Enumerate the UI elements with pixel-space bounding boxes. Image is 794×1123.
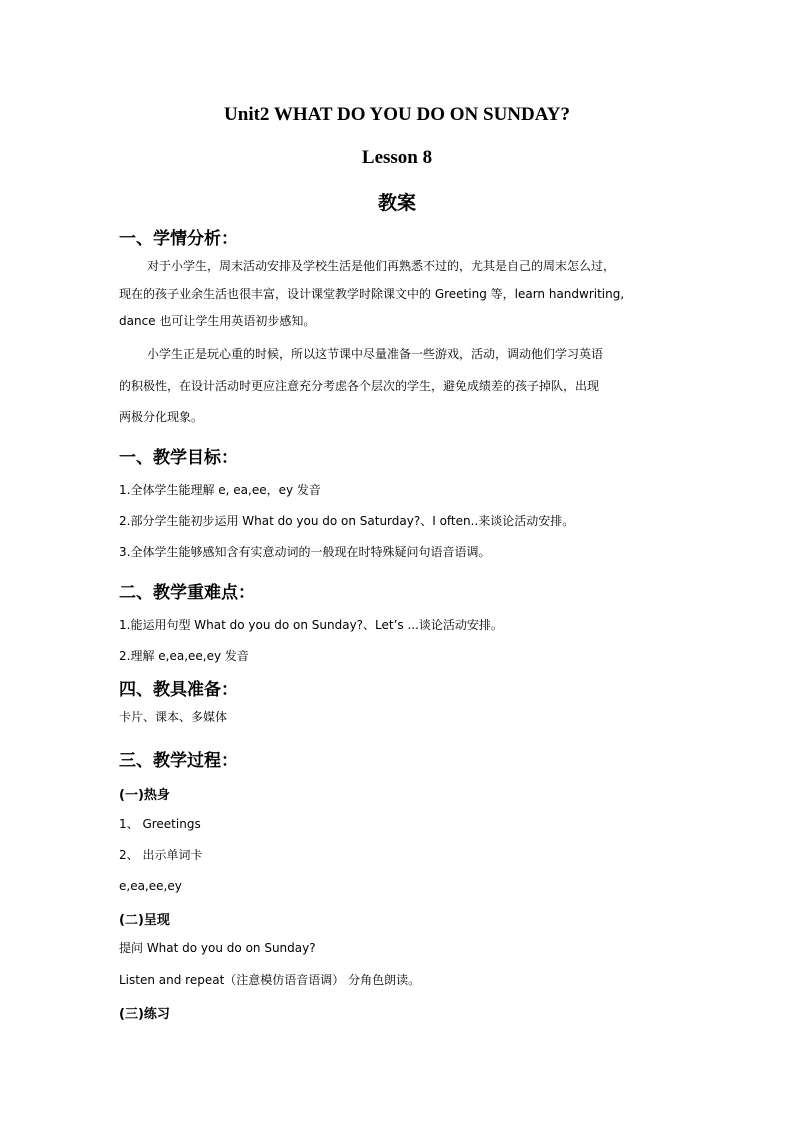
paragraph-line: 对于小学生，周末活动安排及学校生活是他们再熟悉不过的，尤其是自己的周末怎么过，: [147, 259, 616, 273]
list-item: 2、 出示单词卡: [119, 848, 203, 862]
section-heading-key-points: 二、教学重难点：: [119, 583, 255, 603]
document-title: Unit2 WHAT DO YOU DO ON SUNDAY?: [224, 104, 570, 125]
list-item: 3.全体学生能够感知含有实意动词的一般现在时特殊疑问句语音语调。: [119, 545, 491, 559]
paragraph-line: 的积极性，在设计活动时更应注意充分考虑各个层次的学生，避免成绩差的孩子掉队，出现: [119, 379, 600, 393]
paragraph-line: 小学生正是玩心重的时候，所以这节课中尽量准备一些游戏，活动，调动他们学习英语: [147, 347, 604, 361]
list-item: 提问 What do you do on Sunday?: [119, 941, 316, 955]
list-item: 1.能运用句型 What do you do on Sunday?、Let’s ...谈论活动安排。: [119, 618, 503, 632]
list-item: e,ea,ee,ey: [119, 879, 182, 893]
doc-type-title: 教案: [377, 192, 416, 214]
section-heading-materials: 四、教具准备：: [119, 680, 238, 700]
list-item: 1.全体学生能理解 e, ea,ee，ey 发音: [119, 483, 321, 497]
step-heading-warmup: (一)热身: [119, 788, 170, 803]
paragraph-line: 两极分化现象。: [119, 410, 204, 424]
list-item: 2.部分学生能初步运用 What do you do on Saturday?、I often..来谈论活动安排。: [119, 514, 575, 528]
section-heading-objectives: 一、教学目标：: [119, 448, 238, 468]
list-item: Listen and repeat（注意模仿语音语调） 分角色朗读。: [119, 973, 421, 987]
lesson-title: Lesson 8: [361, 147, 433, 168]
list-item: 2.理解 e,ea,ee,ey 发音: [119, 649, 249, 663]
step-heading-practice: (三)练习: [119, 1007, 170, 1022]
materials-text: 卡片、课本、多媒体: [119, 710, 228, 724]
paragraph-line: 现在的孩子业余生活也很丰富，设计课堂教学时除课文中的 Greeting 等，learn handwriting,: [119, 287, 625, 301]
section-heading-procedure: 三、教学过程：: [119, 751, 238, 771]
section-heading-analysis: 一、学情分析：: [119, 229, 238, 249]
paragraph-line: dance 也可让学生用英语初步感知。: [119, 314, 316, 328]
step-heading-presentation: (二)呈现: [119, 913, 170, 928]
list-item: 1、 Greetings: [119, 817, 201, 831]
